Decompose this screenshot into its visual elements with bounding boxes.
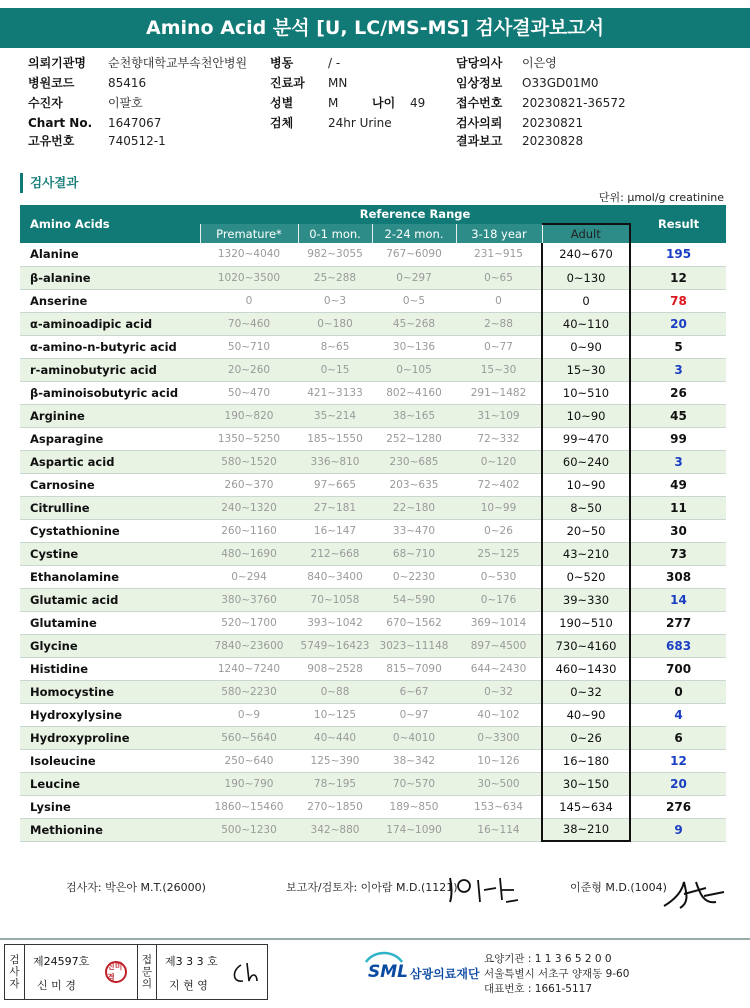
result-value: 14: [630, 588, 726, 611]
ref-2-24-mon: 767~6090: [372, 243, 456, 266]
ref-premature: 7840~23600: [200, 634, 298, 657]
ref-3-18-year: 0~65: [456, 266, 542, 289]
ref-3-18-year: 0~77: [456, 335, 542, 358]
ref-premature: 500~1230: [200, 818, 298, 841]
info-value-sex: M: [328, 96, 339, 110]
result-value: 49: [630, 473, 726, 496]
ref-0-1-mon: 185~1550: [298, 427, 372, 450]
ref-adult: 0~32: [542, 680, 630, 703]
amino-acid-name: β-aminoisobutyric acid: [20, 381, 200, 404]
ref-0-1-mon: 5749~16423: [298, 634, 372, 657]
table-row: [20, 749, 726, 772]
organization-logo: [362, 950, 492, 990]
table-row: [20, 381, 726, 404]
ref-premature: 70~460: [200, 312, 298, 335]
ref-3-18-year: 0~3300: [456, 726, 542, 749]
inquiry-vertical-label: 접 문 의: [137, 945, 157, 999]
reviewer-signature-line: 이준형 M.D.(1004): [570, 881, 667, 894]
ref-0-1-mon: 78~195: [298, 772, 372, 795]
ref-premature: 380~3760: [200, 588, 298, 611]
ref-0-1-mon: 270~1850: [298, 795, 372, 818]
ref-2-24-mon: 0~4010: [372, 726, 456, 749]
ref-premature: 1320~4040: [200, 243, 298, 266]
ref-3-18-year: 644~2430: [456, 657, 542, 680]
amino-acid-name: α-aminoadipic acid: [20, 312, 200, 335]
amino-acid-name: r-aminobutyric acid: [20, 358, 200, 381]
ref-0-1-mon: 25~288: [298, 266, 372, 289]
ref-3-18-year: 2~88: [456, 312, 542, 335]
result-value: 20: [630, 312, 726, 335]
info-value-ward: / -: [328, 56, 341, 70]
result-value: 45: [630, 404, 726, 427]
tester-license-no: 제24597호: [33, 955, 90, 968]
result-value: 276: [630, 795, 726, 818]
ref-premature: 1860~15460: [200, 795, 298, 818]
tester-vertical-label: 검사자: [5, 945, 25, 999]
table-row: [20, 565, 726, 588]
table-row: [20, 473, 726, 496]
info-label-sex: 성별: [270, 96, 294, 110]
ref-adult: 60~240: [542, 450, 630, 473]
info-value-requested: 20230821: [522, 116, 584, 130]
info-value-unique-id: 740512-1: [108, 134, 166, 148]
ref-2-24-mon: 670~1562: [372, 611, 456, 634]
ref-0-1-mon: 27~181: [298, 496, 372, 519]
ref-premature: 190~820: [200, 404, 298, 427]
ref-adult: 40~90: [542, 703, 630, 726]
ref-2-24-mon: 38~342: [372, 749, 456, 772]
result-value: 73: [630, 542, 726, 565]
info-label-department: 진료과: [270, 76, 305, 90]
ref-premature: 560~5640: [200, 726, 298, 749]
result-value: 5: [630, 335, 726, 358]
table-row: [20, 611, 726, 634]
amino-acid-name: Homocystine: [20, 680, 200, 703]
amino-acid-name: Arginine: [20, 404, 200, 427]
section-title: 검사결과: [20, 173, 78, 193]
info-label-hospital: 의뢰기관명: [28, 56, 86, 70]
ref-0-1-mon: 342~880: [298, 818, 372, 841]
ref-2-24-mon: 252~1280: [372, 427, 456, 450]
amino-acid-name: β-alanine: [20, 266, 200, 289]
ref-3-18-year: 0~26: [456, 519, 542, 542]
table-row: [20, 588, 726, 611]
table-row: [20, 818, 726, 841]
header-adult: Adult: [542, 224, 630, 243]
ref-0-1-mon: 840~3400: [298, 565, 372, 588]
table-row: [20, 289, 726, 312]
table-row: [20, 795, 726, 818]
ref-premature: 1240~7240: [200, 657, 298, 680]
result-value: 26: [630, 381, 726, 404]
ref-3-18-year: 16~114: [456, 818, 542, 841]
info-value-specimen: 24hr Urine: [328, 116, 392, 130]
info-value-receipt: 20230821-36572: [522, 96, 626, 110]
info-value-reported: 20230828: [522, 134, 584, 148]
ref-adult: 39~330: [542, 588, 630, 611]
ref-3-18-year: 15~30: [456, 358, 542, 381]
ref-0-1-mon: 125~390: [298, 749, 372, 772]
ref-3-18-year: 231~915: [456, 243, 542, 266]
header-2-24-mon: 2-24 mon.: [372, 224, 456, 243]
ref-3-18-year: 72~402: [456, 473, 542, 496]
ref-adult: 0: [542, 289, 630, 312]
result-value: 277: [630, 611, 726, 634]
ref-2-24-mon: 802~4160: [372, 381, 456, 404]
amino-acid-name: Leucine: [20, 772, 200, 795]
ref-premature: 1350~5250: [200, 427, 298, 450]
ref-adult: 460~1430: [542, 657, 630, 680]
result-value: 4: [630, 703, 726, 726]
table-row: [20, 519, 726, 542]
ref-3-18-year: 153~634: [456, 795, 542, 818]
result-value: 20: [630, 772, 726, 795]
ref-premature: 520~1700: [200, 611, 298, 634]
ref-adult: 38~210: [542, 818, 630, 841]
amino-acid-name: Isoleucine: [20, 749, 200, 772]
ref-2-24-mon: 33~470: [372, 519, 456, 542]
info-value-doctor: 이은영: [522, 56, 557, 70]
info-label-age: 나이: [372, 96, 396, 110]
ref-2-24-mon: 189~850: [372, 795, 456, 818]
info-label-clinical: 임상정보: [456, 76, 503, 90]
ref-premature: 580~1520: [200, 450, 298, 473]
amino-acid-name: Glutamic acid: [20, 588, 200, 611]
ref-2-24-mon: 22~180: [372, 496, 456, 519]
ref-2-24-mon: 45~268: [372, 312, 456, 335]
ref-0-1-mon: 393~1042: [298, 611, 372, 634]
certification-box: [4, 944, 268, 1000]
result-value: 308: [630, 565, 726, 588]
ref-adult: 0~520: [542, 565, 630, 588]
result-value: 3: [630, 358, 726, 381]
amino-acid-name: Methionine: [20, 818, 200, 841]
results-table: [20, 205, 726, 842]
ref-adult: 10~510: [542, 381, 630, 404]
amino-acid-name: Cystathionine: [20, 519, 200, 542]
inquiry-name: 지 현 영: [169, 979, 208, 992]
table-row: [20, 335, 726, 358]
ref-2-24-mon: 815~7090: [372, 657, 456, 680]
ref-3-18-year: 0~176: [456, 588, 542, 611]
ref-premature: 50~470: [200, 381, 298, 404]
info-value-hospital: 순천향대학교부속천안병원: [108, 56, 248, 70]
amino-acid-name: Carnosine: [20, 473, 200, 496]
amino-acid-name: Anserine: [20, 289, 200, 312]
header-reference-range: Reference Range: [200, 205, 630, 224]
ref-0-1-mon: 336~810: [298, 450, 372, 473]
ref-2-24-mon: 0~105: [372, 358, 456, 381]
ref-0-1-mon: 0~180: [298, 312, 372, 335]
reviewer-signature-icon: [660, 874, 730, 914]
ref-2-24-mon: 3023~11148: [372, 634, 456, 657]
ref-0-1-mon: 908~2528: [298, 657, 372, 680]
ref-2-24-mon: 174~1090: [372, 818, 456, 841]
table-row: [20, 657, 726, 680]
info-label-hospital-code: 병원코드: [28, 76, 75, 90]
unit-note: 단위: μmol/g creatinine: [598, 191, 724, 204]
ref-adult: 15~30: [542, 358, 630, 381]
ref-0-1-mon: 982~3055: [298, 243, 372, 266]
inquiry-license-no: 제3 3 3 호: [165, 955, 218, 968]
ref-0-1-mon: 0~15: [298, 358, 372, 381]
ref-premature: 190~790: [200, 772, 298, 795]
table-row: [20, 703, 726, 726]
ref-3-18-year: 897~4500: [456, 634, 542, 657]
org-address: 서울특별시 서초구 양재동 9-60: [484, 968, 630, 980]
ref-adult: 30~150: [542, 772, 630, 795]
ref-adult: 43~210: [542, 542, 630, 565]
info-label-doctor: 담당의사: [456, 56, 503, 70]
inquiry-signature-icon: [227, 959, 263, 987]
ref-premature: 50~710: [200, 335, 298, 358]
amino-acid-name: Glycine: [20, 634, 200, 657]
result-value: 12: [630, 749, 726, 772]
header-result: Result: [630, 205, 726, 243]
ref-0-1-mon: 212~668: [298, 542, 372, 565]
amino-acid-name: Cystine: [20, 542, 200, 565]
ref-premature: 1020~3500: [200, 266, 298, 289]
table-row: [20, 312, 726, 335]
info-value-department: MN: [328, 76, 348, 90]
result-value: 99: [630, 427, 726, 450]
ref-3-18-year: 0: [456, 289, 542, 312]
result-value: 700: [630, 657, 726, 680]
reporter-signature-icon: [444, 872, 524, 908]
ref-premature: 0~9: [200, 703, 298, 726]
ref-3-18-year: 31~109: [456, 404, 542, 427]
ref-adult: 0~26: [542, 726, 630, 749]
ref-adult: 10~90: [542, 473, 630, 496]
ref-3-18-year: 0~32: [456, 680, 542, 703]
org-logo-text: SML: [368, 962, 408, 982]
ref-premature: 580~2230: [200, 680, 298, 703]
info-label-ward: 병동: [270, 56, 294, 70]
ref-adult: 16~180: [542, 749, 630, 772]
ref-0-1-mon: 10~125: [298, 703, 372, 726]
ref-premature: 260~1160: [200, 519, 298, 542]
info-label-patient: 수진자: [28, 96, 63, 110]
ref-3-18-year: 10~99: [456, 496, 542, 519]
ref-adult: 0~90: [542, 335, 630, 358]
ref-3-18-year: 40~102: [456, 703, 542, 726]
amino-acid-name: Hydroxylysine: [20, 703, 200, 726]
ref-2-24-mon: 0~2230: [372, 565, 456, 588]
ref-adult: 10~90: [542, 404, 630, 427]
table-row: [20, 772, 726, 795]
ref-2-24-mon: 68~710: [372, 542, 456, 565]
ref-0-1-mon: 16~147: [298, 519, 372, 542]
info-label-receipt: 접수번호: [456, 96, 503, 110]
ref-adult: 730~4160: [542, 634, 630, 657]
table-row: [20, 243, 726, 266]
ref-3-18-year: 291~1482: [456, 381, 542, 404]
header-3-18-year: 3-18 year: [456, 224, 542, 243]
ref-adult: 40~110: [542, 312, 630, 335]
ref-3-18-year: 30~500: [456, 772, 542, 795]
result-value: 30: [630, 519, 726, 542]
ref-0-1-mon: 8~65: [298, 335, 372, 358]
info-label-reported: 결과보고: [456, 134, 503, 148]
ref-premature: 0: [200, 289, 298, 312]
tester-name: 신 미 경: [37, 979, 76, 992]
info-value-clinical: O33GD01M0: [522, 76, 599, 90]
ref-premature: 20~260: [200, 358, 298, 381]
ref-0-1-mon: 0~88: [298, 680, 372, 703]
table-row: [20, 450, 726, 473]
amino-acid-name: Aspartic acid: [20, 450, 200, 473]
info-value-chart: 1647067: [108, 116, 162, 130]
ref-adult: 8~50: [542, 496, 630, 519]
ref-3-18-year: 25~125: [456, 542, 542, 565]
header-premature: Premature*: [200, 224, 298, 243]
header-0-1-mon: 0-1 mon.: [298, 224, 372, 243]
ref-0-1-mon: 70~1058: [298, 588, 372, 611]
tester-seal: 신미경: [105, 961, 127, 983]
ref-adult: 190~510: [542, 611, 630, 634]
result-value: 78: [630, 289, 726, 312]
reporter-signature-line: 보고자/검토자: 이아람 M.D.(1121): [286, 881, 458, 894]
result-value: 683: [630, 634, 726, 657]
table-row: [20, 542, 726, 565]
ref-premature: 0~294: [200, 565, 298, 588]
ref-3-18-year: 72~332: [456, 427, 542, 450]
ref-0-1-mon: 97~665: [298, 473, 372, 496]
ref-adult: 0~130: [542, 266, 630, 289]
amino-acid-name: α-amino-n-butyric acid: [20, 335, 200, 358]
table-row: [20, 680, 726, 703]
org-name: 삼광의료재단: [410, 967, 480, 981]
amino-acid-name: Histidine: [20, 657, 200, 680]
tester-signature-line: 검사자: 박은아 M.T.(26000): [66, 881, 206, 894]
organization-info: [484, 952, 629, 997]
table-row: [20, 496, 726, 519]
ref-2-24-mon: 0~97: [372, 703, 456, 726]
ref-adult: 145~634: [542, 795, 630, 818]
ref-2-24-mon: 38~165: [372, 404, 456, 427]
amino-acid-name: Hydroxyproline: [20, 726, 200, 749]
result-value: 195: [630, 243, 726, 266]
report-title: Amino Acid 분석 [U, LC/MS-MS] 검사결과보고서: [0, 8, 750, 48]
table-row: [20, 634, 726, 657]
ref-2-24-mon: 30~136: [372, 335, 456, 358]
ref-premature: 260~370: [200, 473, 298, 496]
result-value: 0: [630, 680, 726, 703]
amino-acid-name: Asparagine: [20, 427, 200, 450]
ref-2-24-mon: 54~590: [372, 588, 456, 611]
ref-2-24-mon: 203~635: [372, 473, 456, 496]
ref-adult: 20~50: [542, 519, 630, 542]
info-label-requested: 검사의뢰: [456, 116, 503, 130]
ref-premature: 240~1320: [200, 496, 298, 519]
result-value: 9: [630, 818, 726, 841]
result-value: 3: [630, 450, 726, 473]
result-value: 12: [630, 266, 726, 289]
info-value-age: 49: [410, 96, 426, 110]
table-row: [20, 358, 726, 381]
ref-2-24-mon: 6~67: [372, 680, 456, 703]
org-code: 요양기관 : 1 1 3 6 5 2 0 0: [484, 953, 612, 965]
org-phone: 대표번호 : 1661-5117: [484, 983, 593, 995]
info-value-patient: 이팔호: [108, 96, 143, 110]
ref-3-18-year: 0~120: [456, 450, 542, 473]
footer-divider: [0, 938, 750, 940]
header-amino-acids: Amino Acids: [20, 205, 200, 243]
result-value: 11: [630, 496, 726, 519]
ref-premature: 480~1690: [200, 542, 298, 565]
info-label-specimen: 검체: [270, 116, 294, 130]
amino-acid-name: Glutamine: [20, 611, 200, 634]
table-row: [20, 726, 726, 749]
amino-acid-name: Alanine: [20, 243, 200, 266]
ref-2-24-mon: 0~5: [372, 289, 456, 312]
ref-premature: 250~640: [200, 749, 298, 772]
table-row: [20, 404, 726, 427]
amino-acid-name: Lysine: [20, 795, 200, 818]
ref-0-1-mon: 35~214: [298, 404, 372, 427]
table-row: [20, 427, 726, 450]
ref-2-24-mon: 230~685: [372, 450, 456, 473]
result-value: 6: [630, 726, 726, 749]
ref-3-18-year: 369~1014: [456, 611, 542, 634]
results-body: [20, 243, 726, 841]
amino-acid-name: Citrulline: [20, 496, 200, 519]
info-label-unique-id: 고유번호: [28, 134, 75, 148]
ref-0-1-mon: 0~3: [298, 289, 372, 312]
ref-0-1-mon: 40~440: [298, 726, 372, 749]
ref-3-18-year: 0~530: [456, 565, 542, 588]
amino-acid-name: Ethanolamine: [20, 565, 200, 588]
ref-0-1-mon: 421~3133: [298, 381, 372, 404]
ref-adult: 240~670: [542, 243, 630, 266]
info-value-hospital-code: 85416: [108, 76, 147, 90]
table-row: [20, 266, 726, 289]
info-label-chart: Chart No.: [28, 116, 93, 130]
ref-3-18-year: 10~126: [456, 749, 542, 772]
ref-adult: 99~470: [542, 427, 630, 450]
ref-2-24-mon: 0~297: [372, 266, 456, 289]
ref-2-24-mon: 70~570: [372, 772, 456, 795]
